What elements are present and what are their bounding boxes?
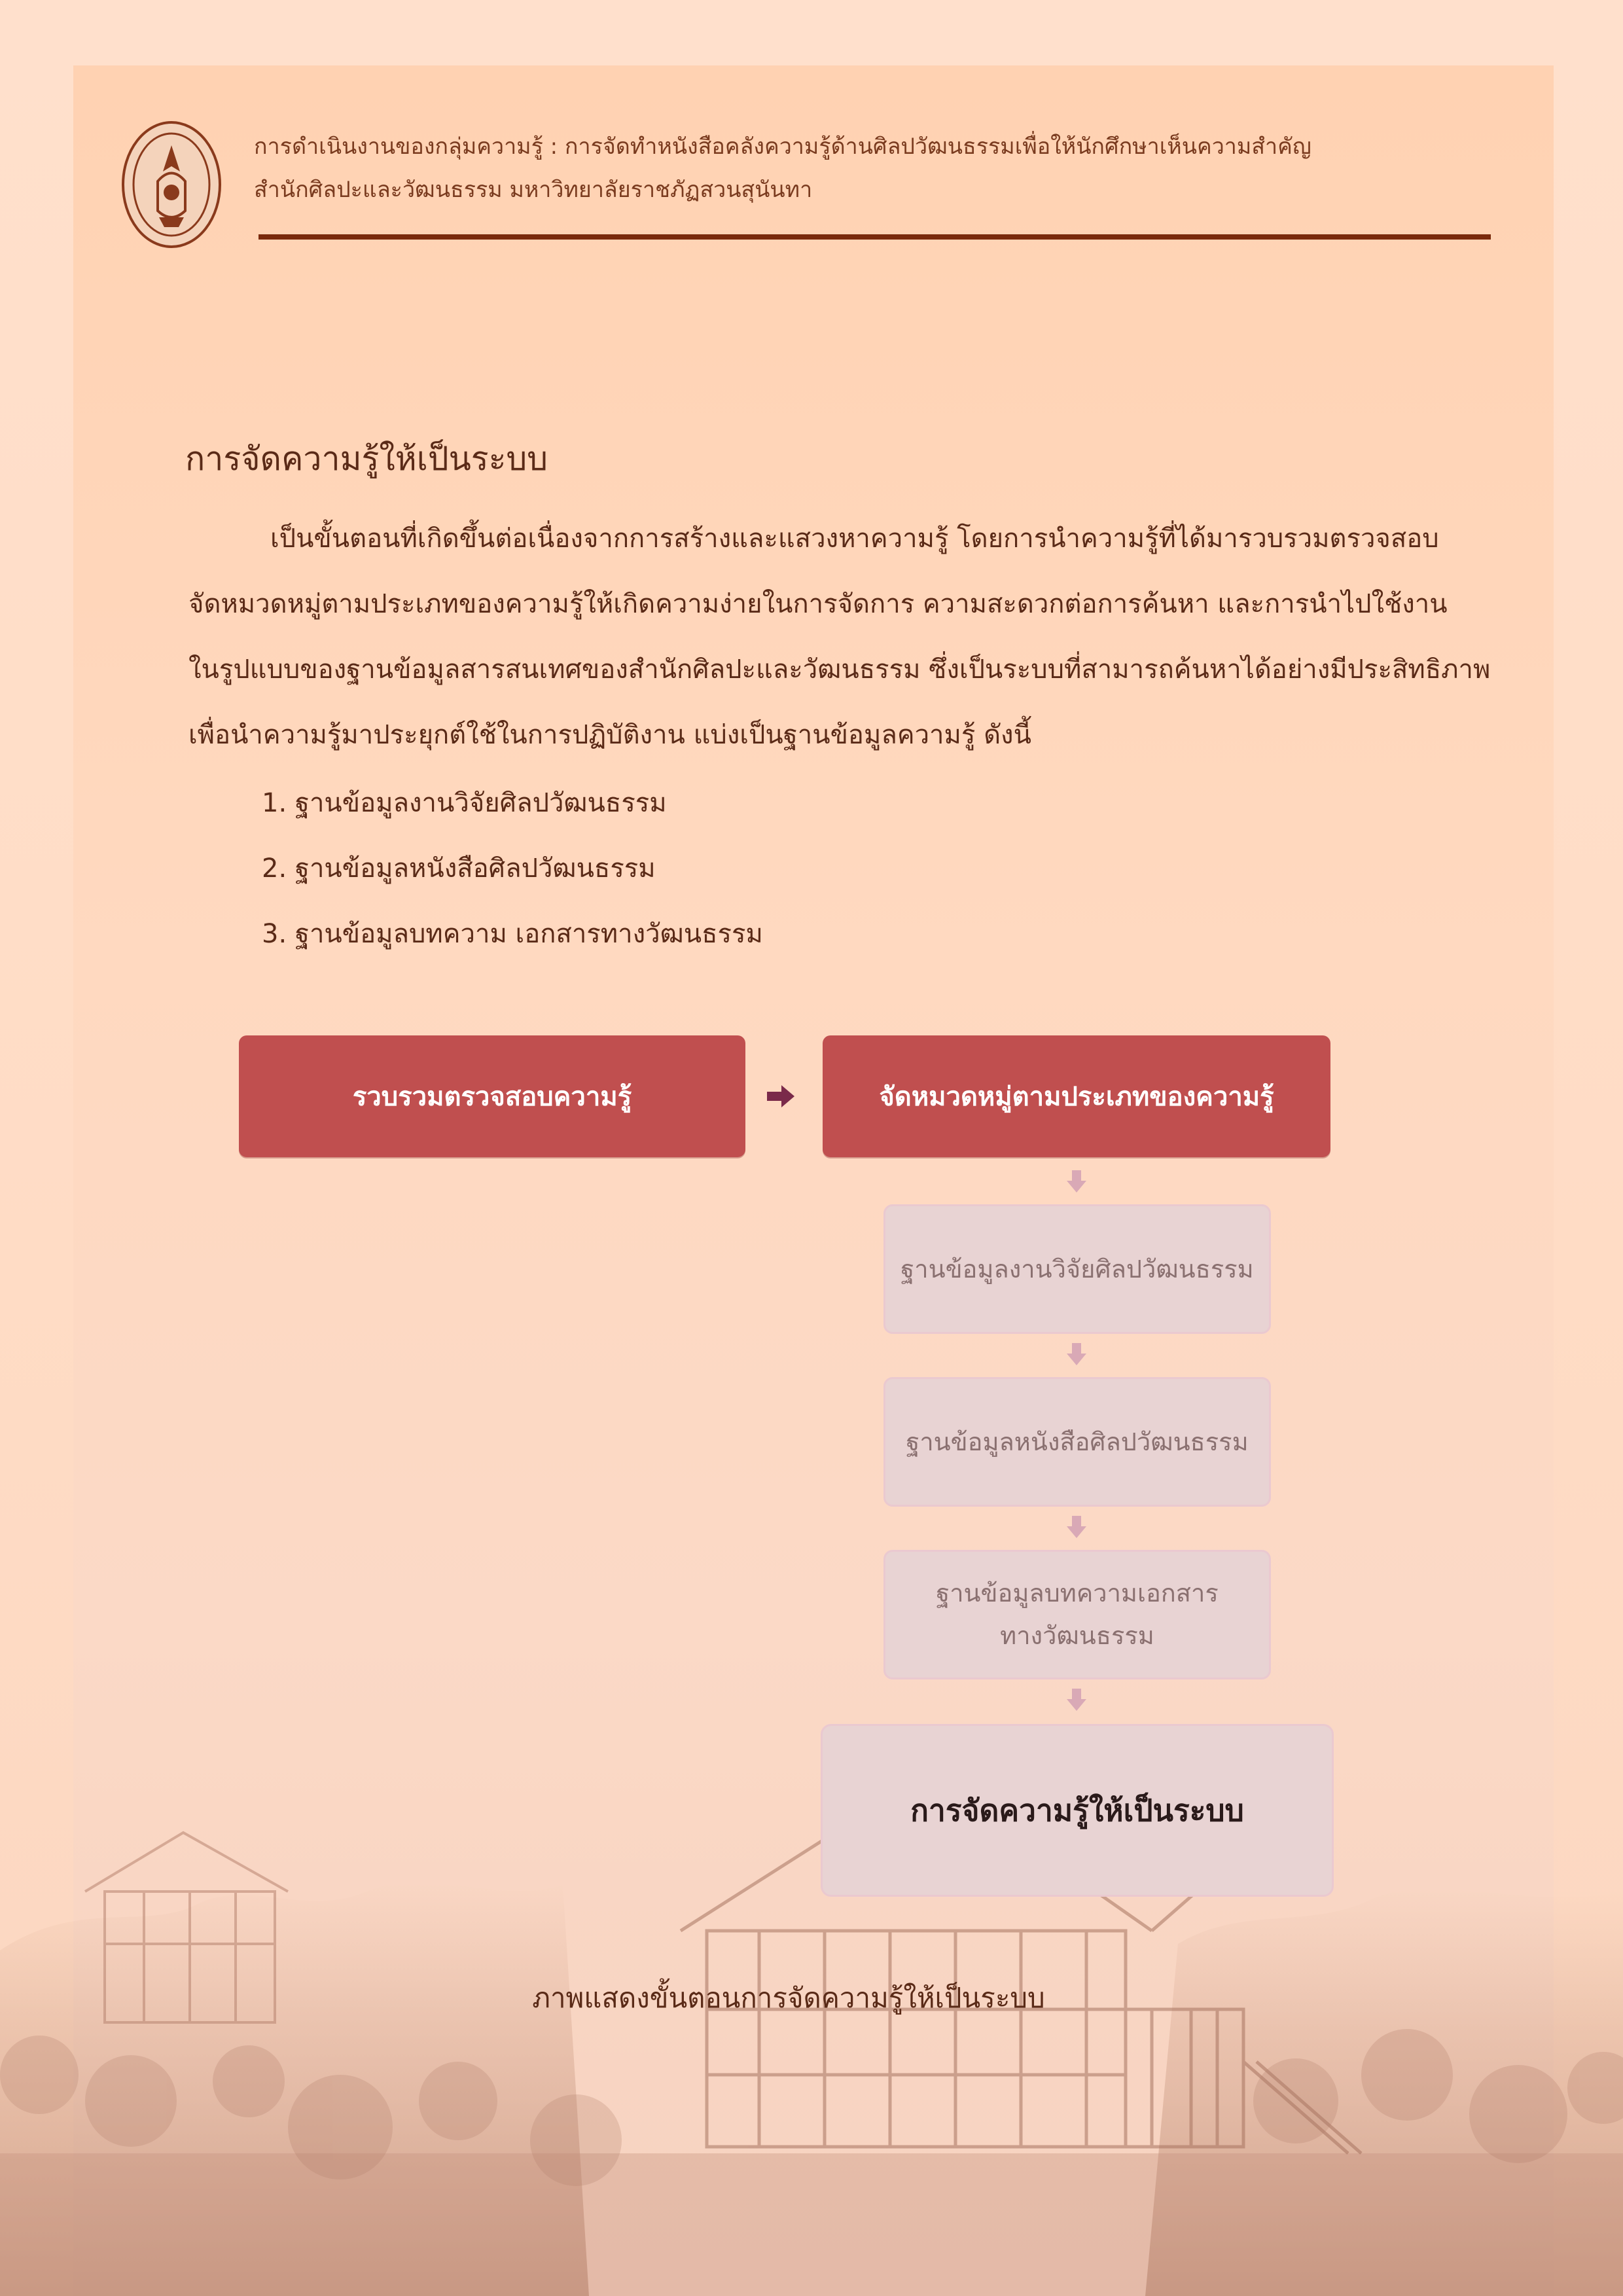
university-emblem-icon [120, 119, 223, 250]
paragraph-line: ในรูปแบบของฐานข้อมูลสารสนเทศของสำนักศิลปะและวัฒนธรรม ซึ่งเป็นระบบที่สามารถค้นหาได้อย่างมีประสิทธิภาพ [188, 655, 1491, 685]
header-divider [259, 234, 1491, 240]
flow-step-categorize-label: จัดหมวดหมู่ตามประเภทของความรู้ [879, 1082, 1274, 1112]
list-item: 1. ฐานข้อมูลงานวิจัยศิลปวัฒนธรรม [262, 788, 667, 818]
arrow-right-icon [767, 1085, 794, 1107]
arrow-down-icon [1067, 1343, 1086, 1365]
paragraph-line: เพื่อนำความรู้มาประยุกต์ใช้ในการปฏิบัติงาน แบ่งเป็นฐานข้อมูลความรู้ ดังนี้ [188, 720, 1031, 750]
flow-db-articles-label-line2: ทางวัฒนธรรม [1000, 1621, 1154, 1650]
paragraph-line: จัดหมวดหมู่ตามประเภทของความรู้ให้เกิดความง่ายในการจัดการ ความสะดวกต่อการค้นหา และการนำไปใช้งาน [188, 589, 1448, 619]
header-document-title: การดำเนินงานของกลุ่มความรู้ : การจัดทำหนังสือคลังความรู้ด้านศิลปวัฒนธรรมเพื่อให้นักศึกษาเห็นความสำคัญ [254, 134, 1311, 160]
list-item: 2. ฐานข้อมูลหนังสือศิลปวัฒนธรรม [262, 853, 656, 884]
flow-step-categorize [823, 1035, 1330, 1157]
flow-step-collect [239, 1035, 745, 1157]
flow-result-label: การจัดความรู้ให้เป็นระบบ [910, 1792, 1244, 1828]
header-organization: สำนักศิลปะและวัฒนธรรม มหาวิทยาลัยราชภัฏสวนสุนันทา [254, 177, 813, 203]
list-item: 3. ฐานข้อมูลบทความ เอกสารทางวัฒนธรรม [262, 919, 763, 949]
figure-caption: ภาพแสดงขั้นตอนการจัดความรู้ให้เป็นระบบ [532, 1982, 1045, 2014]
arrow-down-icon [1067, 1689, 1086, 1711]
section-title: การจัดความรู้ให้เป็นระบบ [185, 440, 548, 478]
flow-db-research [883, 1204, 1271, 1334]
flow-result [821, 1724, 1334, 1897]
flow-db-research-label: ฐานข้อมูลงานวิจัยศิลปวัฒนธรรม [901, 1254, 1254, 1283]
arrow-down-icon [1067, 1516, 1086, 1538]
paragraph-line: เป็นขั้นตอนที่เกิดขึ้นต่อเนื่องจากการสร้างและแสวงหาความรู้ โดยการนำความรู้ที่ได้มารวบรวมตรวจสอบ [270, 524, 1439, 554]
flow-db-articles [883, 1550, 1271, 1679]
arrow-down-icon [1067, 1170, 1086, 1193]
flow-step-collect-label: รวบรวมตรวจสอบความรู้ [352, 1082, 632, 1112]
flow-db-articles-label-line1: ฐานข้อมูลบทความเอกสาร [936, 1579, 1219, 1608]
flow-db-books [883, 1377, 1271, 1507]
flow-db-books-label: ฐานข้อมูลหนังสือศิลปวัฒนธรรม [906, 1427, 1249, 1456]
